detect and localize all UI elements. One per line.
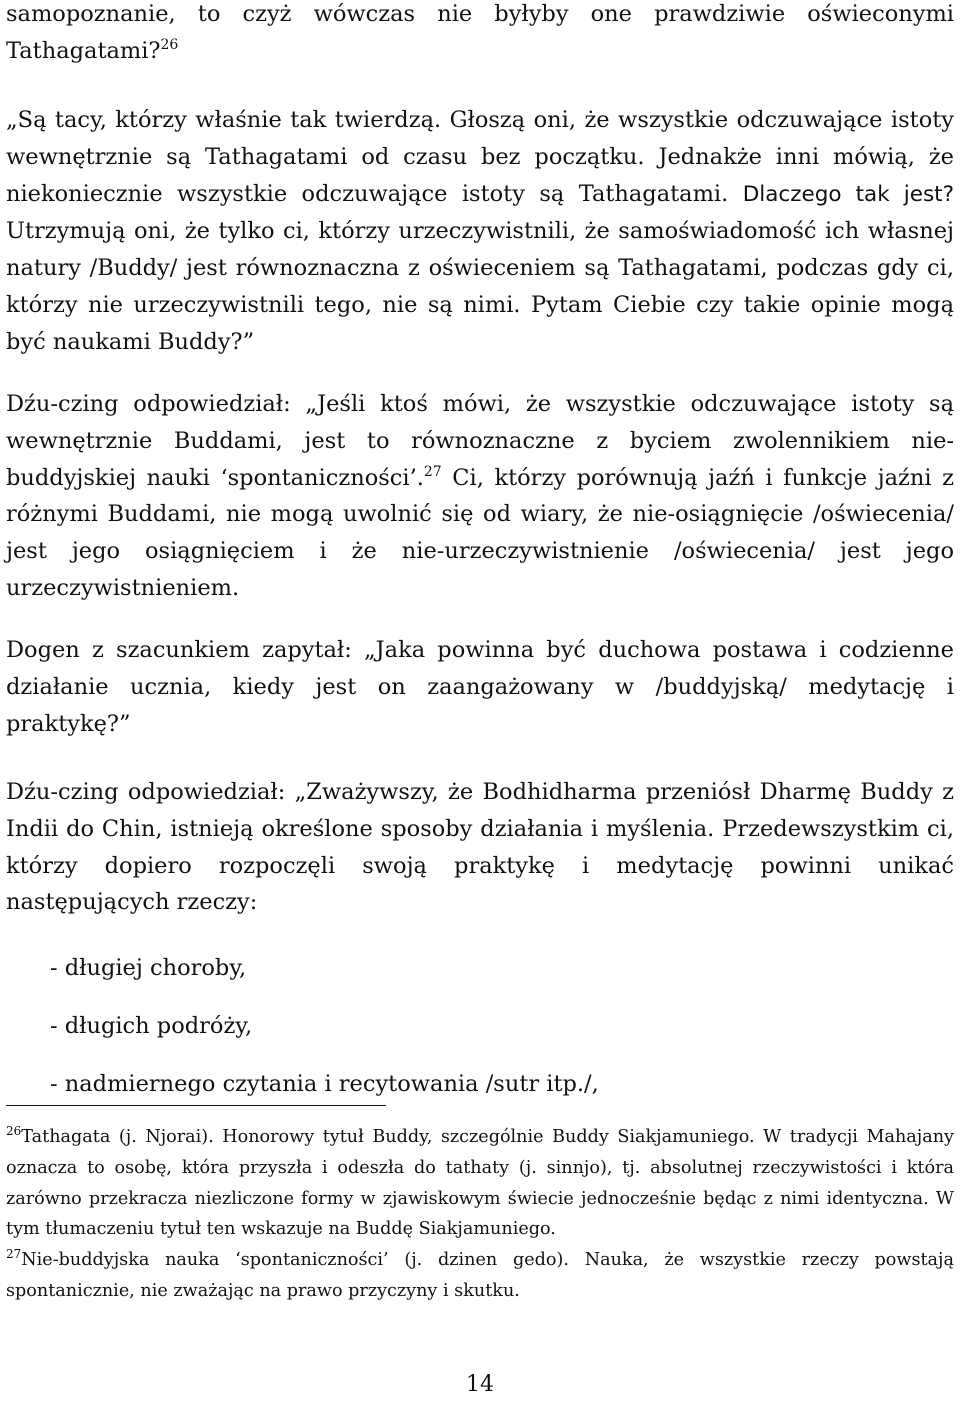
- paragraph-4: [6, 632, 954, 742]
- paragraph-2: [6, 102, 954, 361]
- footnote-number: 26: [6, 1124, 22, 1138]
- footnote-rule: [6, 1105, 386, 1106]
- footnotes: [6, 1122, 954, 1307]
- footnote-27: [6, 1245, 954, 1307]
- paragraph-1: [6, 0, 954, 70]
- footnote-26: [6, 1122, 954, 1245]
- page-number: 14: [466, 1372, 494, 1397]
- paragraph-5-text: Dźu-czing odpowiedział: „Zważywszy, że Bodhidharma przeniósł Dharmę Buddy z Indii do Chin, istnieją określone sposoby działania i myślenia. Przedewszystkim ci, którzy dopiero rozpoczęli swoją praktykę i medytację powinni unikać następujących rzeczy:: [6, 779, 954, 916]
- paragraph-2-text-a: „Są tacy, którzy właśnie tak twierdzą. Głoszą oni, że wszystkie odczuwające istoty wewnętrznie są Tathagatami od czasu bez początku. Jednakże inni mówią, że niekoniecznie wszystkie odczuwające istoty są Tathagatami.: [6, 107, 954, 207]
- paragraph-2-question: Dlaczego tak jest?: [742, 181, 954, 207]
- footnote-ref-26: 26: [160, 36, 179, 53]
- footnote-text: Nie-buddyjska nauka ‘spontaniczności’ (j. dzinen gedo). Nauka, że wszystkie rzeczy powstają spontanicznie, nie zważając na prawo przyczyny i skutku.: [6, 1250, 954, 1301]
- footnote-number: 27: [6, 1247, 22, 1262]
- paragraph-4-text: Dogen z szacunkiem zapytał: „Jaka powinna być duchowa postawa i codzienne działanie ucznia, kiedy jest on zaangażowany w /buddyjską/ medytację i praktykę?”: [6, 637, 954, 737]
- paragraph-5: [6, 774, 954, 921]
- footnote-ref-27: 27: [423, 463, 442, 480]
- paragraph-2-text-b: Utrzymują oni, że tylko ci, którzy urzeczywistnili, że samoświadomość ich własnej natury /Buddy/ jest równoznaczna z oświeceniem są Tathagatami, podczas gdy ci, którzy nie urzeczywistnili tego, nie są nimi. Pytam Ciebie czy takie opinie mogą być naukami Buddy?”: [6, 218, 954, 355]
- list-item: - długich podróży,: [50, 1013, 253, 1039]
- list-item: - długiej choroby,: [50, 955, 247, 981]
- paragraph-1-text: samopoznanie, to czyż wówczas nie byłyby one prawdziwie oświeconymi Tathagatami?: [6, 1, 954, 64]
- footnote-text: Tathagata (j. Njorai). Honorowy tytuł Buddy, szczególnie Buddy Siakjamuniego. W tradycji Mahajany oznacza to osobę, która przyszła i odeszła do tathaty (j. sinnjo), tj. absolutnej rzeczywistości i która zarówno przekracza niezliczone formy w zjawiskowym świecie jednocześnie będąc z nimi identyczna. W tym tłumaczeniu tytuł ten wskazuje na Buddę Siakjamuniego.: [6, 1127, 954, 1240]
- list-item: - nadmiernego czytania i recytowania /sutr itp./,: [50, 1071, 599, 1097]
- paragraph-3-text-b: Ci, którzy porównują jaźń i funkcje jaźni z różnymi Buddami, nie mogą uwolnić się od wiary, że nie-osiągnięcie /oświecenia/ jest jego osiągnięciem i że nie-urzeczywistnienie /oświecenia/ jest jego urzeczywistnieniem.: [6, 464, 954, 601]
- paragraph-3-text-a: Dźu-czing odpowiedział: „Jeśli ktoś mówi, że wszystkie odczuwające istoty są wewnętrznie Buddami, jest to równoznaczne z byciem zwolennikiem nie-buddyjskiej nauki ‘spontaniczności’.: [6, 391, 954, 491]
- paragraph-3: [6, 386, 954, 607]
